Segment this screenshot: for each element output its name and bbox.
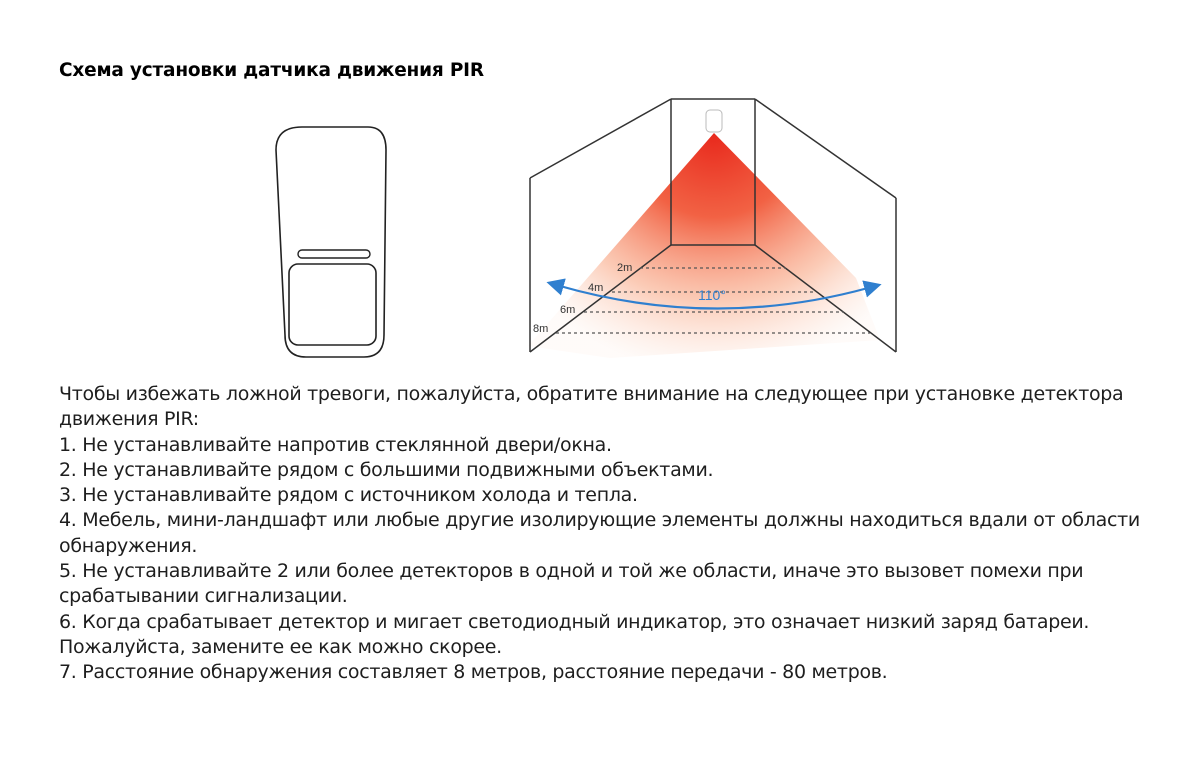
room-coverage-diagram xyxy=(528,99,896,358)
distance-label-6m: 6m xyxy=(560,304,576,316)
angle-label: 110° xyxy=(698,287,726,303)
installation-instructions xyxy=(59,382,1149,686)
distance-label-2m: 2m xyxy=(617,262,633,274)
list-item: 7. Расстояние обнаружения составляет 8 метров, расстояние передачи - 80 метров. xyxy=(59,661,888,684)
pir-sensor-icon xyxy=(276,127,386,357)
list-item: 6. Когда срабатывает детектор и мигает светодиодный индикатор, это означает низкий заряд батареи. Пожалуйста, замените ее как можно скорее. xyxy=(59,610,1090,658)
distance-label-8m: 8m xyxy=(533,323,549,335)
distance-label-4m: 4m xyxy=(588,282,604,294)
list-item: 3. Не устанавливайте рядом с источником холода и тепла. xyxy=(59,484,638,507)
page-title: Схема установки датчика движения PIR xyxy=(59,60,484,81)
installation-diagram xyxy=(0,0,1181,380)
list-item: 4. Мебель, мини-ландшафт или любые другие изолирующие элементы должны находиться вдали от области обнаружения. xyxy=(59,509,1140,557)
list-item: 1. Не устанавливайте напротив стеклянной двери/окна. xyxy=(59,433,612,456)
list-item: 2. Не устанавливайте рядом с большими подвижными объектами. xyxy=(59,458,714,481)
intro-text: Чтобы избежать ложной тревоги, пожалуйста, обратите внимание на следующее при установке детектора движения PIR: xyxy=(59,383,1124,431)
list-item: 5. Не устанавливайте 2 или более детекторов в одной и той же области, иначе это вызовет помехи при срабатывании сигнализации. xyxy=(59,560,1084,608)
